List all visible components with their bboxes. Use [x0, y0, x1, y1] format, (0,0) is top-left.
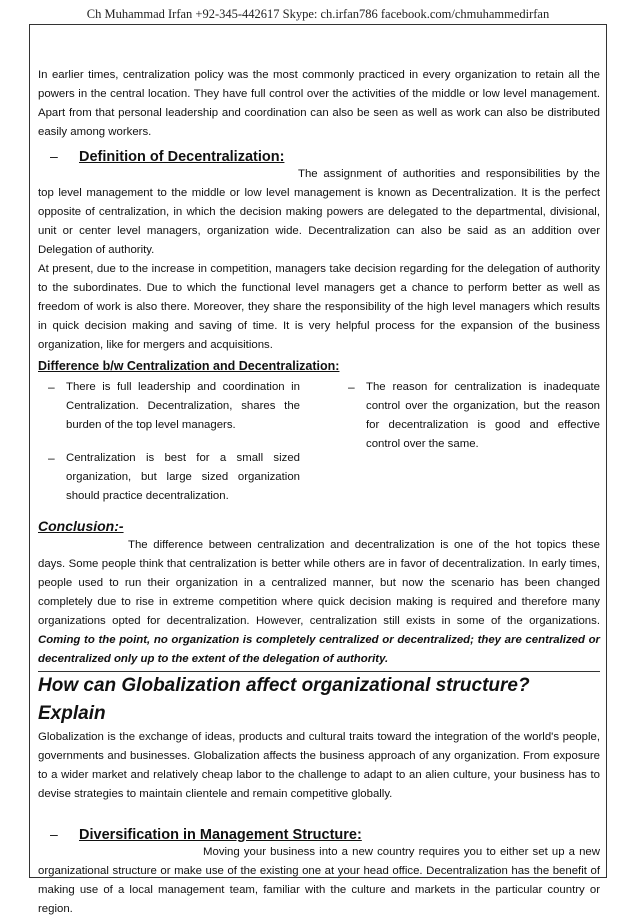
definition-title: Definition of Decentralization: — [79, 149, 285, 165]
conclusion-title: Conclusion:- — [38, 518, 124, 534]
definition-paragraph-1: The assignment of authorities and responsibilities by the top level management to the middle or low level management is known as Decentralization. It is the perfect opposite of centralization, in which the decision making powers are delegated to the departmental, divisional, unit or center level managers, organization wide. Decentralization can also be said as an addition over Delegation of authority. — [38, 168, 600, 256]
list-item — [38, 449, 300, 506]
intro-paragraph: In earlier times, centralization policy was the most commonly practiced in every organization to retain all the powers in the central location. They have full control over the activities of the middle or low level management. Apart from that personal leadership and coordination can also be seen as well as work can also be distributed easily among workers. — [38, 69, 600, 138]
definition-paragraph-2: At present, due to the increase in competition, managers take decision regarding for the delegation of authority to the subordinates. Due to which the functional level managers get a chance to perform better as well as freedom of work is also there. Moreover, they share the responsibility of the high level managers which results in quick decision making and saving of time. It is very helpful process for the expansion of the business organization, like for mergers and acquisitions. — [38, 263, 600, 351]
dash-bullet: – — [50, 826, 58, 842]
diversification-heading — [38, 826, 600, 843]
diversification-title: Diversification in Management Structure: — [79, 827, 362, 843]
dash-bullet: – — [348, 380, 355, 394]
list-item-text: The reason for centralization is inadequate control over the organization, but the reason for decentralization is good and effective control over the same. — [366, 381, 600, 450]
globalization-title: How can Globalization affect organizational structure? Explain — [38, 675, 530, 724]
conclusion-paragraph — [38, 536, 600, 669]
difference-left-column — [38, 378, 300, 520]
globalization-paragraph: Globalization is the exchange of ideas, products and cultural traits toward the integration of the world's people, governments and businesses. Globalization affects the business approach of any organization. From exposure to a wider market and relatively cheap labor to the challenge to adapt to an alien culture, your business has to devise strategies to maintain clientele and remain competitive globally. — [38, 731, 600, 800]
document-body — [38, 66, 600, 919]
dash-bullet: – — [50, 148, 58, 164]
diversification-paragraph: Moving your business into a new country requires you to either set up a new organizational structure or make use of the existing one at your head office. Decentralization has the benefit of making use of a local management team, familiar with the culture and markets in the particular country or region. — [38, 846, 600, 915]
definition-heading — [38, 148, 600, 165]
page-header: Ch Muhammad Irfan +92-345-442617 Skype: ch.irfan786 facebook.com/chmuhammedirfan — [29, 6, 607, 25]
conclusion-emphasis: Coming to the point, no organization is completely centralized or decentralized; they are centralized or decentralized only up to the extent of the delegation of authority. — [38, 634, 600, 665]
difference-right-column — [338, 378, 600, 520]
dash-bullet: – — [48, 380, 55, 394]
list-item — [338, 378, 600, 454]
list-item-text: There is full leadership and coordination in Centralization. Decentralization, shares the burden of the top level managers. — [66, 381, 300, 431]
list-item — [38, 378, 300, 435]
list-item-text: Centralization is best for a small sized organization, but large sized organization should practice decentralization. — [66, 452, 300, 502]
dash-bullet: – — [48, 451, 55, 465]
difference-title: Difference b/w Centralization and Decentralization: — [38, 359, 340, 373]
conclusion-text: The difference between centralization and decentralization is one of the hot topics these days. Some people think that centralization is better while others are in favor of decentralization. In early times, people used to run their organization in a centralized manner, but now the scenario has been changed completely due to rise in extreme competition where quick decision making is required and therefore many organizations opted for decentralization. However, centralization still exists in some of the organizations. — [38, 539, 600, 627]
difference-columns — [38, 378, 600, 520]
